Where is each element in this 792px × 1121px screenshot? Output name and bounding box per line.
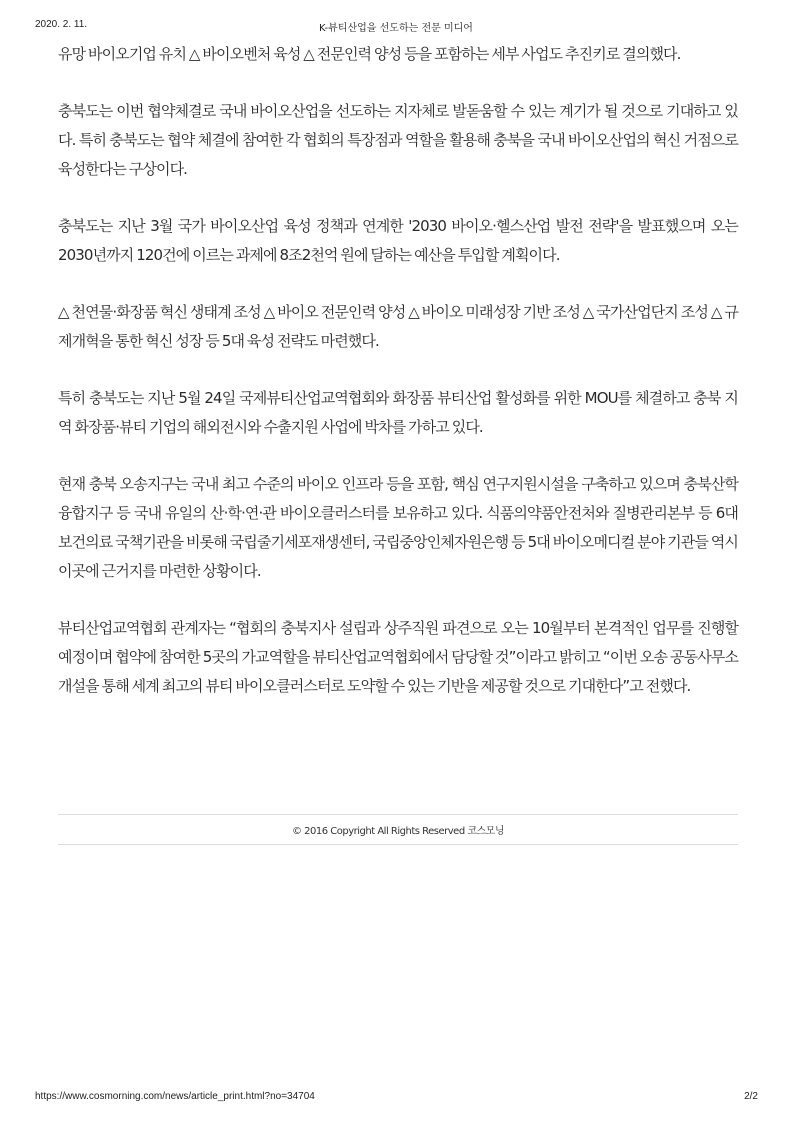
print-url: https://www.cosmorning.com/news/article_print.html?no=34704 [35, 1091, 315, 1102]
article-paragraph: △ 천연물·화장품 혁신 생태계 조성 △ 바이오 전문인력 양성 △ 바이오 미래성장 기반 조성 △ 국가산업단지 조성 △ 규제개혁을 통한 혁신 성장 등 5대 육성 전략도 마련했다. [58, 303, 738, 350]
footer-divider [58, 844, 738, 845]
article-paragraph: 특히 충북도는 지난 5월 24일 국제뷰티산업교역협회와 화장품 뷰티산업 활성화를 위한 MOU를 체결하고 충북 지역 화장품·뷰티 기업의 해외전시와 수출지원 사업에 박차를 가하고 있다. [58, 389, 738, 436]
article-paragraph: 뷰티산업교역협회 관계자는 “협회의 충북지사 설립과 상주직원 파견으로 오는 10월부터 본격적인 업무를 진행할 예정이며 협약에 참여한 5곳의 가교역할을 뷰티산업교역협회에서 담당할 것”이라고 밝히고 “이번 오송 공동사무소 개설을 통해 세계 최고의 뷰티 바이오클러스터로 도약할 수 있는 기반을 제공할 것으로 기대한다”고 전했다. [58, 619, 738, 695]
copyright-notice: © 2016 Copyright All Rights Reserved 코스모닝 [291, 826, 504, 837]
article-paragraph: 현재 충북 오송지구는 국내 최고 수준의 바이오 인프라 등을 포함, 핵심 연구지원시설을 구축하고 있으며 충북산학융합지구 등 국내 유일의 산·학·연·관 바이오클러스터를 보유하고 있다. 식품의약품안전처와 질병관리본부 등 6대 보건의료 국책기관을 비롯해 국립줄기세포재생센터, 국립중앙인체자원은행 등 5대 바이오메디컬 분야 기관들 역시 이곳에 근거지를 마련한 상황이다. [58, 475, 738, 580]
print-date: 2020. 2. 11. [35, 19, 88, 30]
print-header-title: K-뷰티산업을 선도하는 전문 미디어 [319, 23, 473, 34]
article-paragraph: 충북도는 이번 협약체결로 국내 바이오산업을 선도하는 지자체로 발돋움할 수 있는 계기가 될 것으로 기대하고 있다. 특히 충북도는 협약 체결에 참여한 각 협회의 특장점과 역할을 활용해 충북을 국내 바이오산업의 혁신 거점으로 육성한다는 구상이다. [58, 102, 738, 178]
footer-divider [58, 814, 738, 815]
article-paragraph: 충북도는 지난 3월 국가 바이오산업 육성 정책과 연계한 '2030 바이오·헬스산업 발전 전략'을 발표했으며 오는 2030년까지 120건에 이르는 과제에 8조2천억 원에 달하는 예산을 투입할 계획이다. [58, 217, 738, 264]
page-number: 2/2 [744, 1091, 758, 1102]
article-body [58, 40, 738, 701]
article-paragraph: 유망 바이오기업 유치 △ 바이오벤처 육성 △ 전문인력 양성 등을 포함하는 세부 사업도 추진키로 결의했다. [58, 45, 681, 63]
